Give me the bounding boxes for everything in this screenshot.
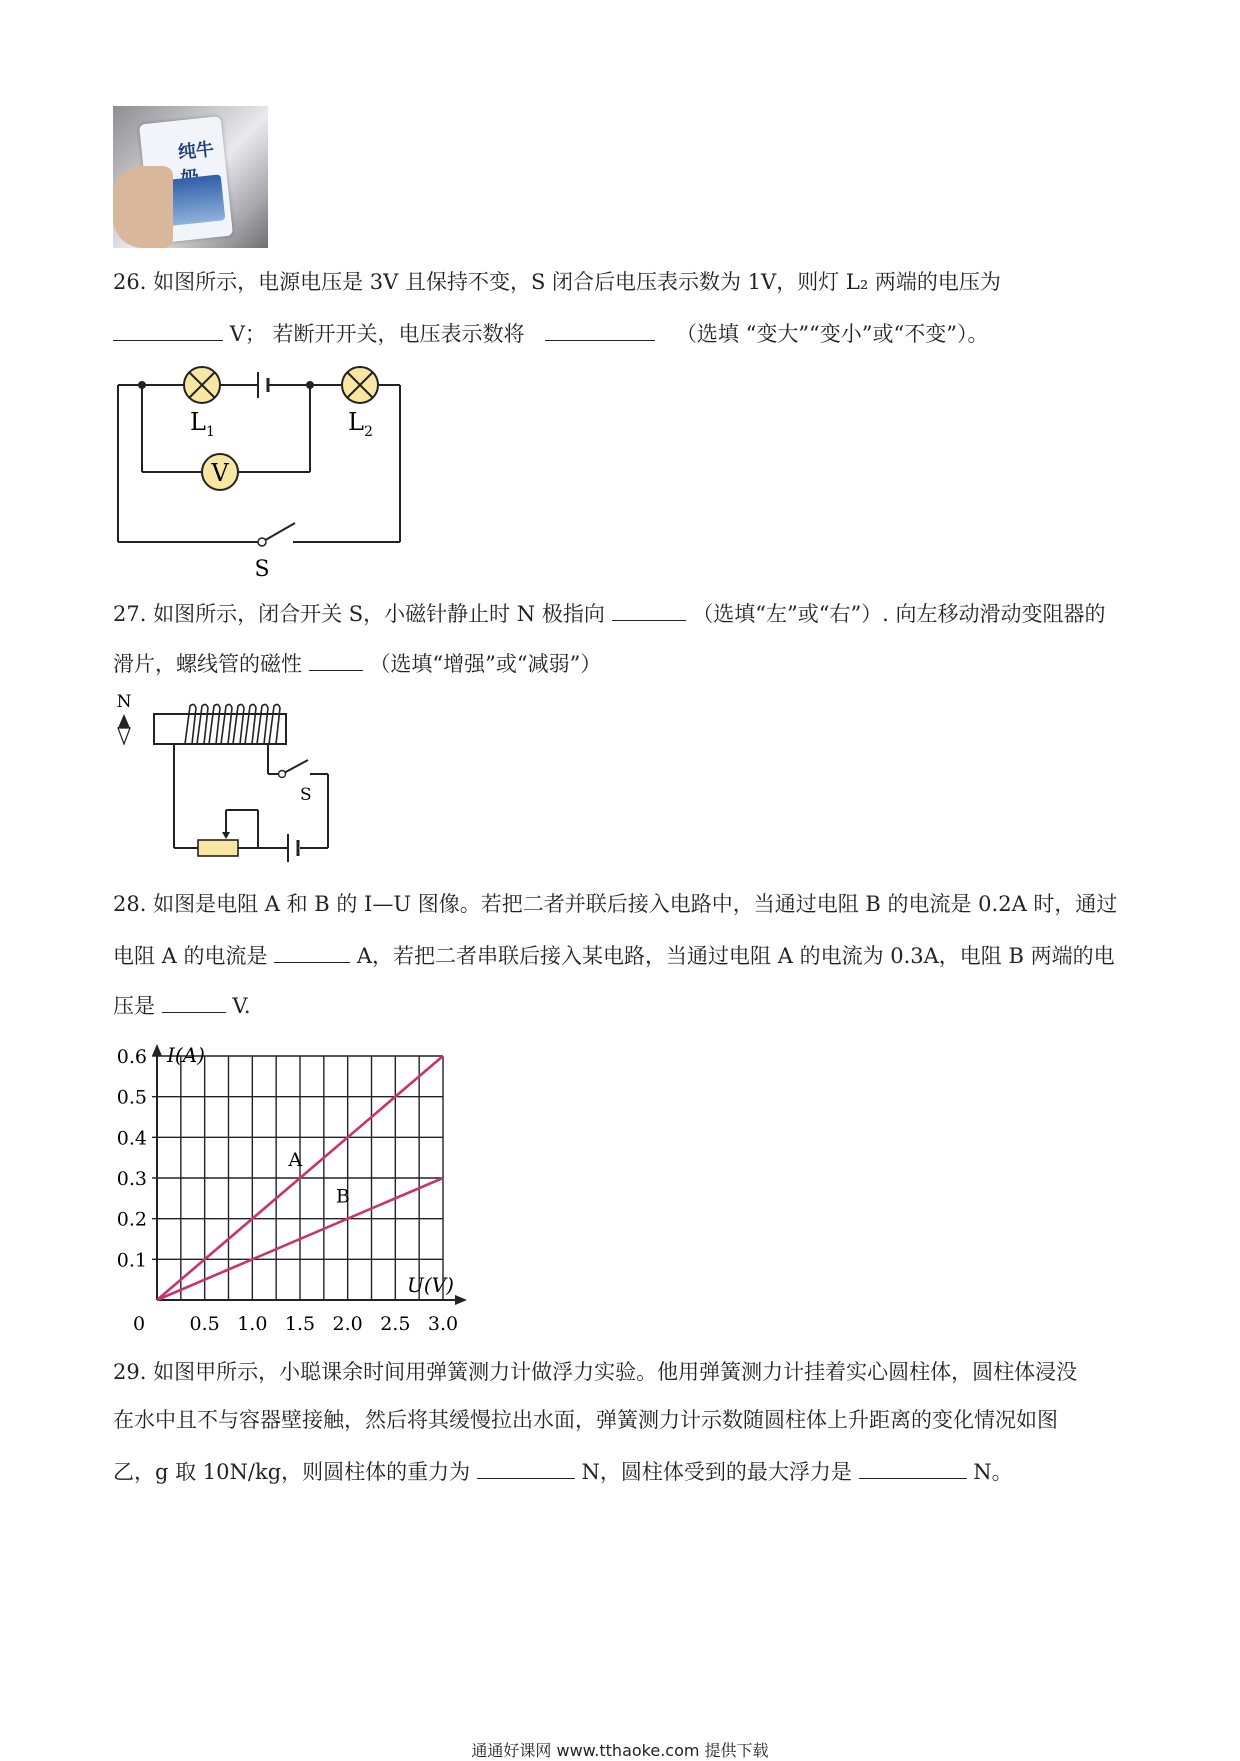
q26-line2-b: （选填 “变大”“变小”或“不变”）。 — [675, 322, 989, 346]
q28-line3-b: V. — [232, 994, 251, 1018]
compass-needle-icon — [118, 714, 130, 744]
q26-circuit-diagram — [110, 360, 410, 580]
y-tick-label: 0.2 — [116, 1208, 147, 1231]
y-axis-label: I(A) — [167, 1043, 205, 1067]
x-tick-label: 1.5 — [284, 1313, 316, 1335]
series-label-b: B — [335, 1185, 350, 1208]
q27-line1 — [113, 598, 1106, 628]
solenoid-coil-icon — [185, 704, 280, 744]
switch-label: S — [254, 557, 270, 580]
q27-line1-b: （选填“左”或“右”）. 向左移动滑动变阻器的 — [692, 602, 1106, 626]
q26-blank-1[interactable] — [113, 318, 223, 341]
x-axis-label: U(V) — [407, 1273, 454, 1297]
q28-line2-a: 电阻 A 的电流是 — [113, 944, 268, 968]
q29-line3-a: 乙，g 取 10N/kg，则圆柱体的重力为 — [113, 1460, 471, 1484]
page-footer: 通通好课网 www.tthaoke.com 提供下载 — [471, 1741, 769, 1760]
series-label-a: A — [288, 1148, 303, 1171]
q29-blank-2[interactable] — [859, 1456, 967, 1479]
q29-line1: 29. 如图甲所示，小聪课余时间用弹簧测力计做浮力实验。他用弹簧测力计挂着实心圆柱体，圆柱体浸没 — [113, 1360, 1078, 1384]
hand — [113, 166, 173, 248]
q27-blank-1[interactable] — [612, 598, 686, 621]
q29-blank-1[interactable] — [477, 1456, 575, 1479]
y-tick-label: 0.4 — [116, 1127, 147, 1150]
compass-n-label: N — [116, 692, 132, 712]
l2-label: $L_2$ — [348, 408, 373, 440]
q27-blank-2[interactable] — [309, 648, 363, 671]
x-axis-arrow-icon — [455, 1295, 467, 1305]
x-tick-label: 2.5 — [380, 1313, 411, 1335]
lamp-l2-icon — [342, 367, 378, 403]
x-tick-label: 0 — [132, 1313, 146, 1335]
y-tick-label: 0.1 — [116, 1249, 147, 1272]
q29-line2: 在水中且不与容器壁接触，然后将其缓慢拉出水面，弹簧测力计示数随圆柱体上升距离的变化情况如图 — [113, 1408, 1058, 1432]
q28-blank-1[interactable] — [274, 940, 350, 963]
q29-line3-c: N。 — [973, 1460, 1013, 1484]
q26-line2-a: V； 若断开开关，电压表示数将 — [229, 322, 525, 346]
switch-s-label: S — [300, 785, 312, 805]
junction-dot-left — [138, 381, 146, 389]
switch-pivot-2 — [279, 771, 286, 778]
y-tick-label: 0.3 — [116, 1168, 147, 1190]
q27-line2-b: （选填“增强”或“减弱”） — [369, 652, 602, 676]
milk-carton-photo — [113, 106, 268, 248]
slider-arrow-icon — [222, 832, 230, 839]
iu-chart — [105, 1040, 485, 1340]
voltmeter-label: V — [211, 459, 229, 487]
q26-blank-2[interactable] — [545, 318, 655, 341]
q27-solenoid-diagram — [110, 688, 350, 878]
q27-line2 — [113, 648, 601, 678]
q29-line3 — [113, 1456, 1013, 1486]
switch-pivot — [258, 538, 266, 546]
q29-line3-b: N，圆柱体受到的最大浮力是 — [581, 1460, 852, 1484]
milk-pack-label: 纯牛奶 — [177, 138, 216, 164]
q27-line2-a: 滑片，螺线管的磁性 — [113, 652, 302, 676]
x-tick-label: 1.0 — [237, 1313, 268, 1335]
y-axis-arrow-icon — [152, 1044, 162, 1056]
q28-line2-b: A，若把二者串联后接入某电路，当通过电阻 A 的电流为 0.3A，电阻 B 两端的电 — [356, 944, 1115, 968]
lamp-l1-icon — [184, 367, 220, 403]
q26-line1: 26. 如图所示，电源电压是 3V 且保持不变，S 闭合后电压表示数为 1V，则灯 L₂ 两端的电压为 — [113, 270, 1001, 294]
x-tick-label: 3.0 — [427, 1313, 459, 1335]
junction-dot-right — [306, 381, 314, 389]
q28-line3-a: 压是 — [113, 994, 155, 1018]
y-tick-label: 0.5 — [116, 1086, 147, 1109]
y-tick-label: 0.6 — [116, 1046, 147, 1068]
x-tick-label: 0.5 — [189, 1313, 220, 1335]
x-tick-label: 2.0 — [332, 1313, 363, 1335]
q28-line1: 28. 如图是电阻 A 和 B 的 I—U 图像。若把二者并联后接入电路中，当通过电阻 B 的电流是 0.2A 时，通过 — [113, 892, 1118, 916]
q26-line2 — [113, 318, 989, 348]
rheostat-icon — [198, 840, 238, 856]
q28-blank-2[interactable] — [162, 990, 226, 1013]
q28-line3 — [113, 990, 251, 1020]
q28-line2 — [113, 940, 1115, 970]
l1-label: $L_1$ — [190, 408, 215, 440]
q27-line1-a: 27. 如图所示，闭合开关 S，小磁针静止时 N 极指向 — [113, 602, 605, 626]
